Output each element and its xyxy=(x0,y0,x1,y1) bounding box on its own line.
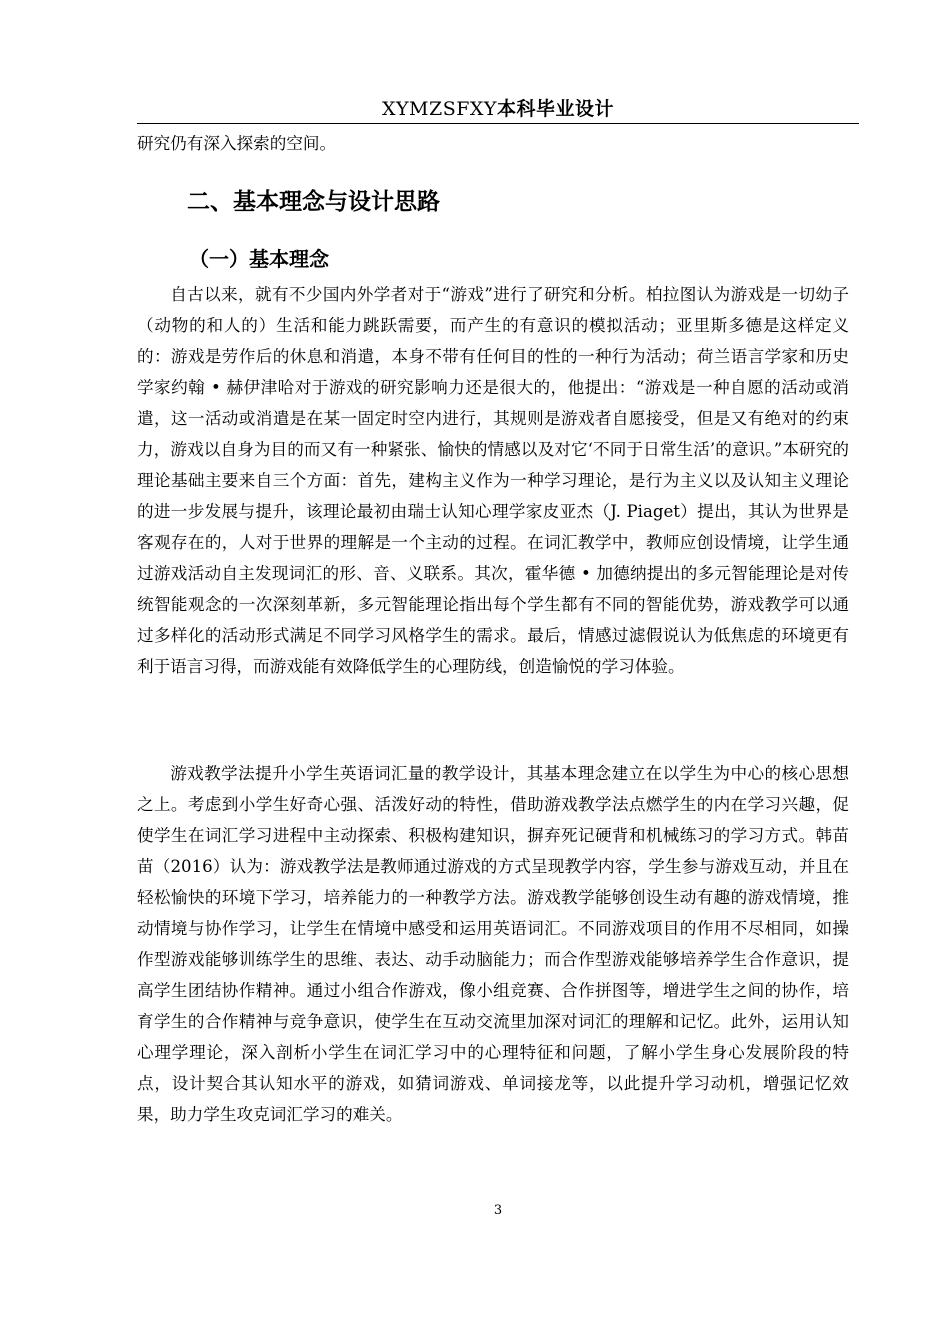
header-rule xyxy=(137,123,859,124)
body-paragraph-1: 自古以来，就有不少国内外学者对于“游戏”进行了研究和分析。柏拉图认为游戏是一切幼子（动物的和人的）生活和能力跳跃需要，而产生的有意识的模拟活动；亚里斯多德是这样定义的：游戏是劳作后的休息和消遣，本身不带有任何目的性的一种行为活动；荷兰语言学家和历史学家约翰 • 赫伊津哈对于游戏的研究影响力还是很大的，他提出：“游戏是一种自愿的活动或消遣，这一活动或消遣是在某一固定时空内进行，其规则是游戏者自愿接受，但是又有绝对的约束力，游戏以自身为目的而又有一种紧张、愉快的情感以及对它‘不同于日常生活’的意识。”本研究的理论基础主要来自三个方面：首先，建构主义作为一种学习理论，是行为主义以及认知主义理论的进一步发展与提升，该理论最初由瑞士认知心理学家皮亚杰（J. Piaget）提出，其认为世界是客观存在的，人对于世界的理解是一个主动的过程。在词汇教学中，教师应创设情境，让学生通过游戏活动自主发现词汇的形、音、义联系。其次，霍华德 • 加德纳提出的多元智能理论是对传统智能观念的一次深刻革新，多元智能理论指出每个学生都有不同的智能优势，游戏教学可以通过多样化的活动形式满足不同学习风格学生的需求。最后，情感过滤假说认为低焦虑的环境更有利于语言习得，而游戏能有效降低学生的心理防线，创造愉悦的学习体验。 xyxy=(137,285,849,676)
section-heading: 二、基本理念与设计思路 xyxy=(187,189,440,215)
header-code: XYMZSFXY xyxy=(381,98,497,120)
subsection-heading: （一）基本理念 xyxy=(189,247,329,271)
continuation-line: 研究仍有深入探索的空间。 xyxy=(137,134,337,153)
header-title: 本科毕业设计 xyxy=(496,98,614,120)
running-header xyxy=(137,94,859,121)
body-paragraph-2: 游戏教学法提升小学生英语词汇量的教学设计，其基本理念建立在以学生为中心的核心思想之上。考虑到小学生好奇心强、活泼好动的特性，借助游戏教学法点燃学生的内在学习兴趣，促使学生在词汇学习进程中主动探索、积极构建知识，摒弃死记硬背和机械练习的学习方式。韩苗苗（2016）认为：游戏教学法是教师通过游戏的方式呈现教学内容，学生参与游戏互动，并且在轻松愉快的环境下学习，培养能力的一种教学方法。游戏教学能够创设生动有趣的游戏情境，推动情境与协作学习，让学生在情境中感受和运用英语词汇。不同游戏项目的作用不尽相同，如操作型游戏能够训练学生的思维、表达、动手动脑能力；而合作型游戏能够培养学生合作意识，提高学生团结协作精神。通过小组合作游戏，像小组竞赛、合作拼图等，增进学生之间的协作，培育学生的合作精神与竞争意识，使学生在互动交流里加深对词汇的理解和记忆。此外，运用认知心理学理论，深入剖析小学生在词汇学习中的心理特征和问题，了解小学生身心发展阶段的特点，设计契合其认知水平的游戏，如猜词游戏、单词接龙等，以此提升学习动机，增强记忆效果，助力学生攻克词汇学习的难关。 xyxy=(137,764,849,1124)
page-number: 3 xyxy=(493,1203,503,1218)
